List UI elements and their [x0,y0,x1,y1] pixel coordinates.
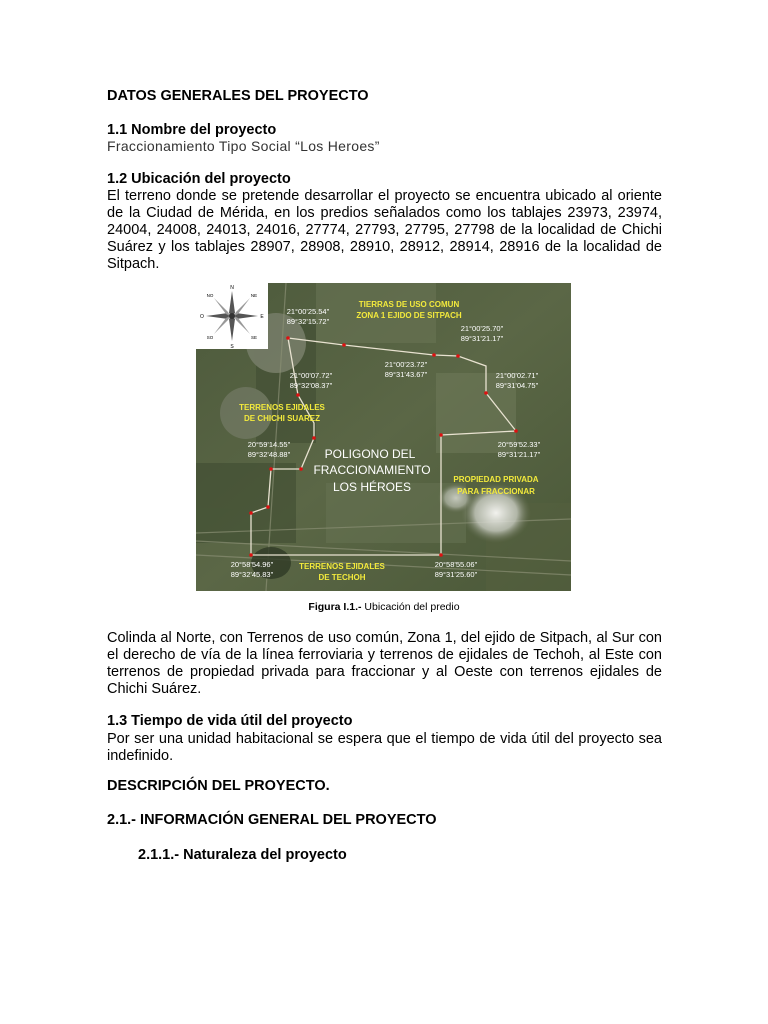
compass-rose [196,283,268,350]
coord-3b: 89°31'43.67" [384,370,428,379]
map-label-west-line1: TERRENOS EJIDALES [239,403,325,412]
map-label-east-line2: PARA FRACCIONAR [457,487,535,496]
figure-caption-label: Figura I.1.- [308,601,362,613]
project-name: Fraccionamiento Tipo Social “Los Heroes” [107,138,380,154]
coord-1a: 21°00'25.54" [286,307,330,316]
coord-5b: 89°31'04.75" [495,381,539,390]
map-label-west-line2: DE CHICHI SUAREZ [243,414,321,423]
section-2-1-1-heading: 2.1.1.- Naturaleza del proyecto [138,847,347,863]
figure-caption-text: Ubicación del predio [361,601,460,613]
coord-4a: 21°00'07.72" [289,371,333,380]
coord-9a: 20°58'55.06" [434,560,478,569]
compass-o-label: O [200,314,204,320]
coord-8b: 89°32'45.83" [230,570,274,579]
map-label-east-line1: PROPIEDAD PRIVADA [453,475,539,484]
figure-caption [0,601,768,613]
map-label-south-line2: DE TECHOH [318,573,366,582]
compass-no-label: NO [206,293,214,298]
section-1-2-heading: 1.2 Ubicación del proyecto [107,171,291,187]
map-label-center-line1: POLIGONO DEL [324,447,416,461]
coord-4b: 89°32'08.37" [289,381,333,390]
compass-se-label: SE [250,335,258,340]
map-label-south-line1: TERRENOS EJIDALES [299,562,385,571]
coord-8a: 20°58'54.96" [230,560,274,569]
coord-7b: 89°31'21.17" [497,450,541,459]
section-2-1-heading: 2.1.- INFORMACIÓN GENERAL DEL PROYECTO [107,812,437,828]
coord-1b: 89°32'15.72" [286,317,330,326]
map-label-center-line3: LOS HÉROES [332,480,412,494]
section-1-3-heading: 1.3 Tiempo de vida útil del proyecto [107,713,353,729]
map-label-center-line2: FRACCIONAMIENTO [313,463,431,477]
coord-9b: 89°31'25.60" [434,570,478,579]
map-label-north-line2: ZONA 1 EJIDO DE SITPACH [356,311,462,320]
map-label-north-line1: TIERRAS DE USO COMUN [358,300,460,309]
lifetime-paragraph: Por ser una unidad habitacional se espera que el tiempo de vida útil del proyecto sea indefinido. [107,731,662,764]
section-2-title: DESCRIPCIÓN DEL PROYECTO. [107,778,330,794]
coord-3a: 21°00'23.72" [384,360,428,369]
section-1-1-heading: 1.1 Nombre del proyecto [107,122,277,138]
coord-2a: 21°00'25.70" [460,324,504,333]
compass-s-label: S [230,344,234,350]
boundaries-paragraph: Colinda al Norte, con Terrenos de uso común, Zona 1, del ejido de Sitpach, al Sur con el derecho de vía de la línea ferroviaria y terrenos de ejidales de Techoh, al Este con terrenos de propiedad privada para fraccionar y al Oeste con terrenos ejidales de Chichi Suárez. [107,630,662,697]
compass-e-label: E [260,314,264,320]
location-map-figure [196,283,571,591]
coord-2b: 89°31'21.17" [460,334,504,343]
compass-so-label: SO [206,335,214,340]
compass-ne-label: NE [250,293,258,298]
location-paragraph: El terreno donde se pretende desarrollar el proyecto se encuentra ubicado al oriente de la Ciudad de Mérida, en los predios señalados como los tablajes 23973, 23974, 24004, 24008, 24013, 24016, 27774, 27793, 27795, 27798 de la localidad de Chichi Suárez y los tablajes 28907, 28908, 28910, 28912, 28914, 28916 de la localidad de Sitpach. [107,188,662,272]
coord-6a: 20°59'14.55" [247,440,291,449]
compass-n-label: N [230,285,234,291]
document-title: DATOS GENERALES DEL PROYECTO [107,88,369,104]
coord-6b: 89°32'48.88" [247,450,291,459]
coord-7a: 20°59'52.33" [497,440,541,449]
coord-5a: 21°00'02.71" [495,371,539,380]
